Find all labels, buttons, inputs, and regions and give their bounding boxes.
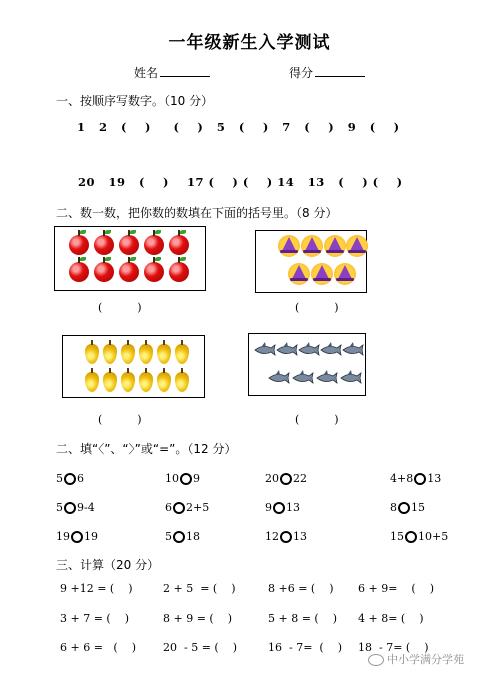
calculation-item: 16 - 7= ( ) [268,641,342,654]
shark-icon [255,342,275,355]
section2-heading: 二、数一数，把你数的数填在下面的括号里。（8 分） [56,206,338,220]
answer-circle[interactable] [280,531,292,543]
pear-icon [85,372,99,392]
calculation-item: 3 + 7 = ( ) [60,612,129,625]
calculation-item: 8 + 9 = ( ) [163,612,232,625]
answer-circle[interactable] [273,502,285,514]
sequence-row-2: 20 19 ( ) 17 ( ) ( ) 14 13 ( ) ( ) [78,175,403,189]
comparison-right: 13 [293,530,307,543]
answer-circle[interactable] [398,502,410,514]
apple-icon [144,262,164,282]
comparison-right: 10+5 [418,530,449,543]
sequence-row-1: 1 2 ( ) ( ) 5 ( ) 7 ( ) 9 ( ) [77,120,400,134]
apple-icon [94,235,114,255]
witch-hat-icon [346,235,368,257]
pear-icon [121,372,135,392]
answer-circle[interactable] [173,531,185,543]
comparison-item [56,472,84,485]
calculation-item: 9 +12 = ( ) [60,582,133,595]
comparison-right: 15 [411,501,425,514]
apple-box [54,226,206,291]
apple-icon [119,235,139,255]
comparison-right: 13 [427,472,442,485]
calculation-item: 4 + 8= ( ) [358,612,424,625]
comparison-left: 19 [56,530,70,543]
watermark [368,651,464,667]
comparison-left: 10 [165,472,179,485]
comparison-left: 15 [390,530,404,543]
section3-heading: 二、填“〈”、“〉”或“=”。（12 分） [56,442,237,456]
comparison-left: 5 [56,501,63,514]
answer-circle[interactable] [414,473,426,485]
comparison-left: 8 [390,501,397,514]
name-field [134,64,210,81]
pear-icon [121,344,135,364]
comparison-right: 19 [84,530,98,543]
watermark-text: 中小学满分学苑 [387,653,464,666]
witch-hat-icon [324,235,346,257]
comparison-item [390,530,448,543]
name-blank [160,66,210,77]
apple-answer: ( ) [98,301,142,314]
witch-hat-icon [288,263,310,285]
comparison-left: 20 [265,472,279,485]
answer-circle[interactable] [64,502,76,514]
comparison-item [265,472,307,485]
apple-icon [169,262,189,282]
apple-icon [69,262,89,282]
comparison-left: 6 [165,501,172,514]
answer-circle[interactable] [180,473,192,485]
comparison-left: 5 [56,472,63,485]
comparison-right: 2+5 [186,501,210,514]
comparison-left: 12 [265,530,279,543]
comparison-item [56,530,98,543]
apple-icon [169,235,189,255]
shark-icon [341,370,361,383]
pear-icon [157,372,171,392]
score-field [289,64,365,81]
apple-icon [69,235,89,255]
section4-heading: 三、计算（20 分） [56,558,160,572]
witch-hat-icon [311,263,333,285]
pear-icon [157,344,171,364]
witch-hat-icon [278,235,300,257]
pear-icon [103,372,117,392]
comparison-item [165,472,200,485]
comparison-right: 9-4 [77,501,95,514]
shark-icon [277,342,297,355]
calculation-item: 6 + 6 = ( ) [60,641,136,654]
witch-hat-icon [334,263,356,285]
apple-icon [119,262,139,282]
pear-icon [103,344,117,364]
calculation-item: 18 - 7= ( ) [358,641,429,654]
calculation-item: 5 + 8 = ( ) [268,612,337,625]
shark-icon [269,370,289,383]
comparison-right: 22 [293,472,307,485]
shark-icon [321,342,341,355]
comparison-item [265,501,300,514]
pear-answer: ( ) [98,413,142,426]
answer-circle[interactable] [64,473,76,485]
hat-answer: ( ) [295,301,339,314]
answer-circle[interactable] [280,473,292,485]
wechat-icon [368,654,384,666]
pear-icon [139,344,153,364]
answer-circle[interactable] [71,531,83,543]
comparison-right: 6 [77,472,84,485]
comparison-item [390,472,441,485]
calculation-item: 8 +6 = ( ) [268,582,334,595]
pear-icon [139,372,153,392]
calculation-item: 2 + 5 = ( ) [163,582,236,595]
comparison-right: 13 [286,501,300,514]
comparison-item [165,501,209,514]
pear-icon [85,344,99,364]
calculation-item: 6 + 9= ( ) [358,582,434,595]
comparison-left: 4+8 [390,472,414,485]
apple-icon [144,235,164,255]
shark-icon [317,370,337,383]
pear-box [62,335,205,398]
comparison-left: 9 [265,501,272,514]
apple-icon [94,262,114,282]
name-label: 姓名 [134,66,159,80]
calculation-item: 20 - 5 = ( ) [163,641,237,654]
shark-icon [299,342,319,355]
fish-group [249,334,364,394]
comparison-left: 5 [165,530,172,543]
comparison-item [390,501,425,514]
comparison-item [265,530,307,543]
score-label: 得分 [289,66,314,80]
answer-circle[interactable] [173,502,185,514]
shark-icon [343,342,363,355]
comparison-item [165,530,200,543]
comparison-right: 9 [193,472,200,485]
comparison-right: 18 [186,530,200,543]
answer-circle[interactable] [405,531,417,543]
pear-icon [175,344,189,364]
fish-box [248,333,366,396]
fish-answer: ( ) [295,413,339,426]
comparison-item [56,501,95,514]
witch-hat-icon [301,235,323,257]
hat-box [255,230,367,293]
shark-icon [293,370,313,383]
section1-heading: 一、按顺序写数字。（10 分） [56,94,214,108]
pear-icon [175,372,189,392]
page-title: 一年级新生入学测试 [168,33,331,53]
score-blank [315,66,365,77]
